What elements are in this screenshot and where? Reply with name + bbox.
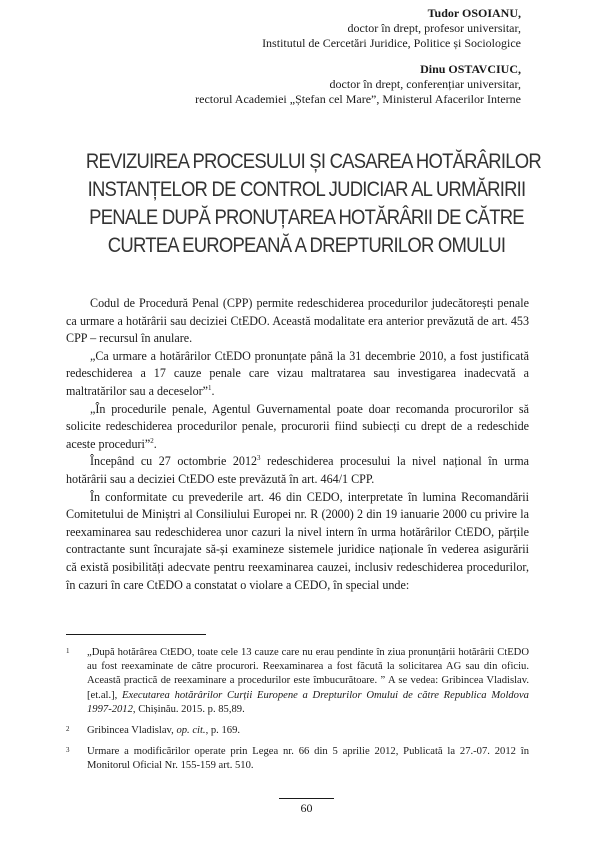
footnote-number: 2	[66, 725, 70, 734]
body-paragraph: Codul de Procedură Penal (CPP) permite redeschiderea procedurilor judecătorești penale ca urmare a hotărârii sau deciziei CtEDO. Această modalitate era anterior prevăzută de art. 453 CPP – recursul în anulare.	[66, 296, 529, 346]
footnote-ref[interactable]: 1	[208, 383, 212, 392]
author-affiliation: doctor în drept, profesor universitar,	[347, 21, 521, 35]
footnote-item: 1 „După hotărârea CtEDO, toate cele 13 cauze care nu erau pendinte în ziua pronunțării hotărârii CtEDO au fost reexaminate de către procurori. Reexaminarea a fost făcută la solicitarea AG sau din oficiu. Această practică de reexaminare a procedurilor este îmbucurătoare. ” A se vedea: Gribincea Vladislav. [et.al.], Executarea hotărârilor Curții Europene a Drepturilor Omului de către Republica Moldova 1997-2012, Chișinău. 2015. p. 85,89.	[66, 646, 529, 717]
title-line: REVIZUIREA PROCESULUI ȘI CASAREA HOTĂRÂRILOR	[85, 149, 541, 173]
footnote-ref[interactable]: 2	[150, 436, 154, 445]
footnote-item: 2 Gribincea Vladislav, op. cit., p. 169.	[66, 724, 529, 738]
page-number: 60	[300, 801, 313, 815]
title-line: PENALE DUPĂ PRONUȚAREA HOTĂRÂRII DE CĂTRE	[89, 205, 524, 229]
author-name: Dinu OSTAVCIUC,	[420, 62, 521, 76]
footnote-number: 3	[66, 746, 70, 755]
author-affiliation: doctor în drept, conferențiar universitar,	[329, 77, 521, 91]
author-block	[51, 6, 521, 107]
author-affiliation: rectorul Academiei „Ștefan cel Mare”, Ministerul Afacerilor Interne	[195, 92, 521, 106]
title-line: CURTEA EUROPEANĂ A DREPTURILOR OMULUI	[107, 233, 506, 257]
article-title	[85, 147, 541, 259]
title-line: INSTANȚELOR DE CONTROL JUDICIAR AL URMĂRIRII	[87, 177, 526, 201]
footnote-ref[interactable]: 3	[257, 454, 261, 463]
page-number-rule	[279, 798, 334, 799]
body-paragraph: Începând cu 27 octombrie 2012$^3$ redeschiderea procesului la nivel național în urma hotărârii sau a deciziei CtEDO este prevăzută în art. 464/1 CPP.	[66, 454, 529, 486]
footnote-item: 3 Urmare a modificărilor operate prin Legea nr. 66 din 5 aprilie 2012, Publicată la 27.-07. 2012 în Monitorul Oficial Nr. 155-159 art. 510.	[66, 745, 529, 773]
footnote-number: 1	[66, 647, 70, 655]
body-paragraph: „Ca urmare a hotărârilor CtEDO pronunțate până la 31 decembrie 2010, a fost justificată redeschiderea a 17 cauze penale care vizau maltratarea sau investigarea inadecvată a maltratărilor sau a deceselor”$^1$.	[66, 348, 529, 398]
author-affiliation: Institutul de Cercetări Juridice, Politice și Sociologice	[262, 36, 521, 50]
article-body	[66, 295, 529, 594]
footnotes	[66, 646, 529, 781]
author-name: Tudor OSOIANU,	[427, 6, 521, 20]
body-paragraph: „În procedurile penale, Agentul Guvernamental poate doar recomanda procurorilor să solicite redeschiderea procedurilor penale, procurorii fiind subiecți cu drept de a redeschide aceste proceduri”$^2$.	[66, 401, 529, 451]
footnote-separator	[66, 634, 206, 635]
body-paragraph: În conformitate cu prevederile art. 46 din CEDO, interpretate în lumina Recomandării Comitetului de Miniștri al Consiliului Europei nr. R (2000) 2 din 19 ianuarie 2000 cu privire la reexaminarea sau redeschiderea unor cazuri la nivel intern în urma hotărârilor CtEDO, părțile contractante sunt încurajate să-și examineze sistemele juridice naționale în vederea asigurării că există posibilități adecvate pentru reexaminarea cauzei, inclusiv redeschiderea procedurilor, în cazuri în care CtEDO a constatat o violare a CEDO, în special unde:	[66, 489, 529, 592]
